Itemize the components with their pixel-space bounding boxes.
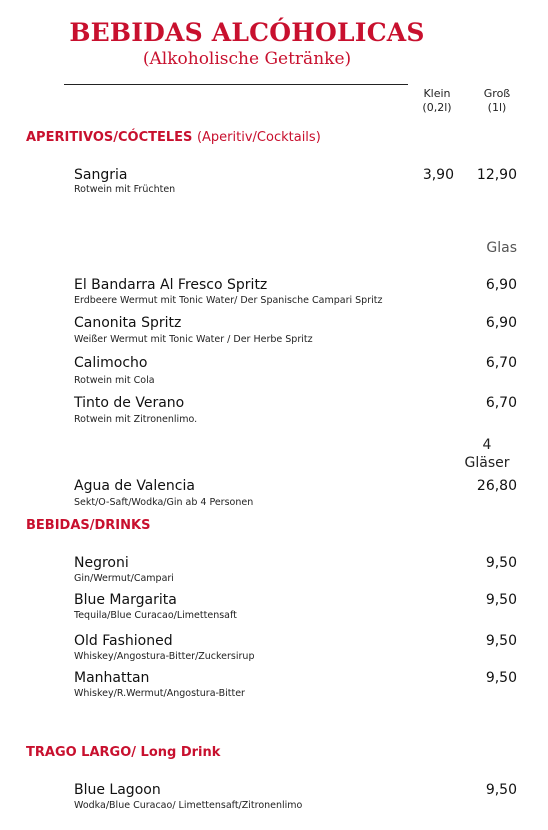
glaeser-word: Gläser — [464, 455, 510, 471]
section-title-aperitivos-main: APERITIVOS/CÓCTELES — [26, 130, 193, 145]
item-price-large-sangria: 12,90 — [476, 167, 517, 183]
item-desc-bandarra: Erdbeere Wermut mit Tonic Water/ Der Spanische Campari Spritz — [74, 295, 383, 306]
section-title-trago: TRAGO LARGO/ Long Drink — [26, 745, 221, 760]
item-price-bandarra: 6,90 — [485, 277, 517, 293]
column-header-large-label: Groß — [483, 87, 511, 100]
item-desc-calimocho: Rotwein mit Cola — [74, 375, 155, 386]
item-price-small-sangria: 3,90 — [422, 167, 454, 183]
item-name-sangria: Sangria — [74, 167, 128, 183]
item-desc-manhattan: Whiskey/R.Wermut/Angostura-Bitter — [74, 688, 245, 699]
section-title-aperitivos — [26, 130, 321, 145]
item-name-blue-lagoon: Blue Lagoon — [74, 782, 161, 798]
column-header-small-size: (0,2l) — [422, 101, 452, 114]
item-name-canonita: Canonita Spritz — [74, 315, 182, 331]
item-name-calimocho: Calimocho — [74, 355, 148, 371]
item-desc-agua: Sekt/O-Saft/Wodka/Gin ab 4 Personen — [74, 497, 254, 508]
item-desc-margarita: Tequila/Blue Curacao/Limettensaft — [74, 610, 237, 621]
item-price-calimocho: 6,70 — [485, 355, 517, 371]
item-desc-negroni: Gin/Wermut/Campari — [74, 573, 174, 584]
page-title: BEBIDAS ALCÓHOLICAS — [69, 18, 425, 47]
item-price-manhattan: 9,50 — [485, 670, 517, 686]
item-price-blue-lagoon: 9,50 — [485, 782, 517, 798]
section-title-bebidas: BEBIDAS/DRINKS — [26, 518, 151, 533]
section-title-aperitivos-sub: (Aperitiv/Cocktails) — [196, 130, 321, 145]
page-subtitle: (Alkoholische Getränke) — [142, 49, 352, 69]
item-name-negroni: Negroni — [74, 555, 129, 571]
glaeser-column-label — [457, 436, 517, 472]
item-price-agua: 26,80 — [476, 478, 517, 494]
item-name-agua: Agua de Valencia — [74, 478, 195, 494]
item-price-negroni: 9,50 — [485, 555, 517, 571]
item-desc-blue-lagoon: Wodka/Blue Curacao/ Limettensaft/Zitronenlimo — [74, 800, 303, 811]
item-price-tinto: 6,70 — [485, 395, 517, 411]
item-desc-tinto: Rotwein mit Zitronenlimo. — [74, 414, 198, 425]
glas-column-label: Glas — [486, 240, 517, 256]
item-desc-old-fashioned: Whiskey/Angostura-Bitter/Zuckersirup — [74, 651, 255, 662]
column-header-small — [407, 87, 467, 115]
header-divider — [64, 84, 408, 85]
item-name-tinto: Tinto de Verano — [74, 395, 185, 411]
column-header-large — [467, 87, 527, 115]
column-header-large-size: (1l) — [487, 101, 507, 114]
item-name-margarita: Blue Margarita — [74, 592, 177, 608]
item-name-manhattan: Manhattan — [74, 670, 150, 686]
item-desc-sangria: Rotwein mit Früchten — [74, 184, 176, 195]
item-name-bandarra: El Bandarra Al Fresco Spritz — [74, 277, 268, 293]
item-name-old-fashioned: Old Fashioned — [74, 633, 173, 649]
item-price-old-fashioned: 9,50 — [485, 633, 517, 649]
item-desc-canonita: Weißer Wermut mit Tonic Water / Der Herbe Spritz — [74, 334, 313, 345]
item-price-canonita: 6,90 — [485, 315, 517, 331]
item-price-margarita: 9,50 — [485, 592, 517, 608]
glaeser-count: 4 — [482, 437, 492, 453]
column-header-small-label: Klein — [423, 87, 451, 100]
